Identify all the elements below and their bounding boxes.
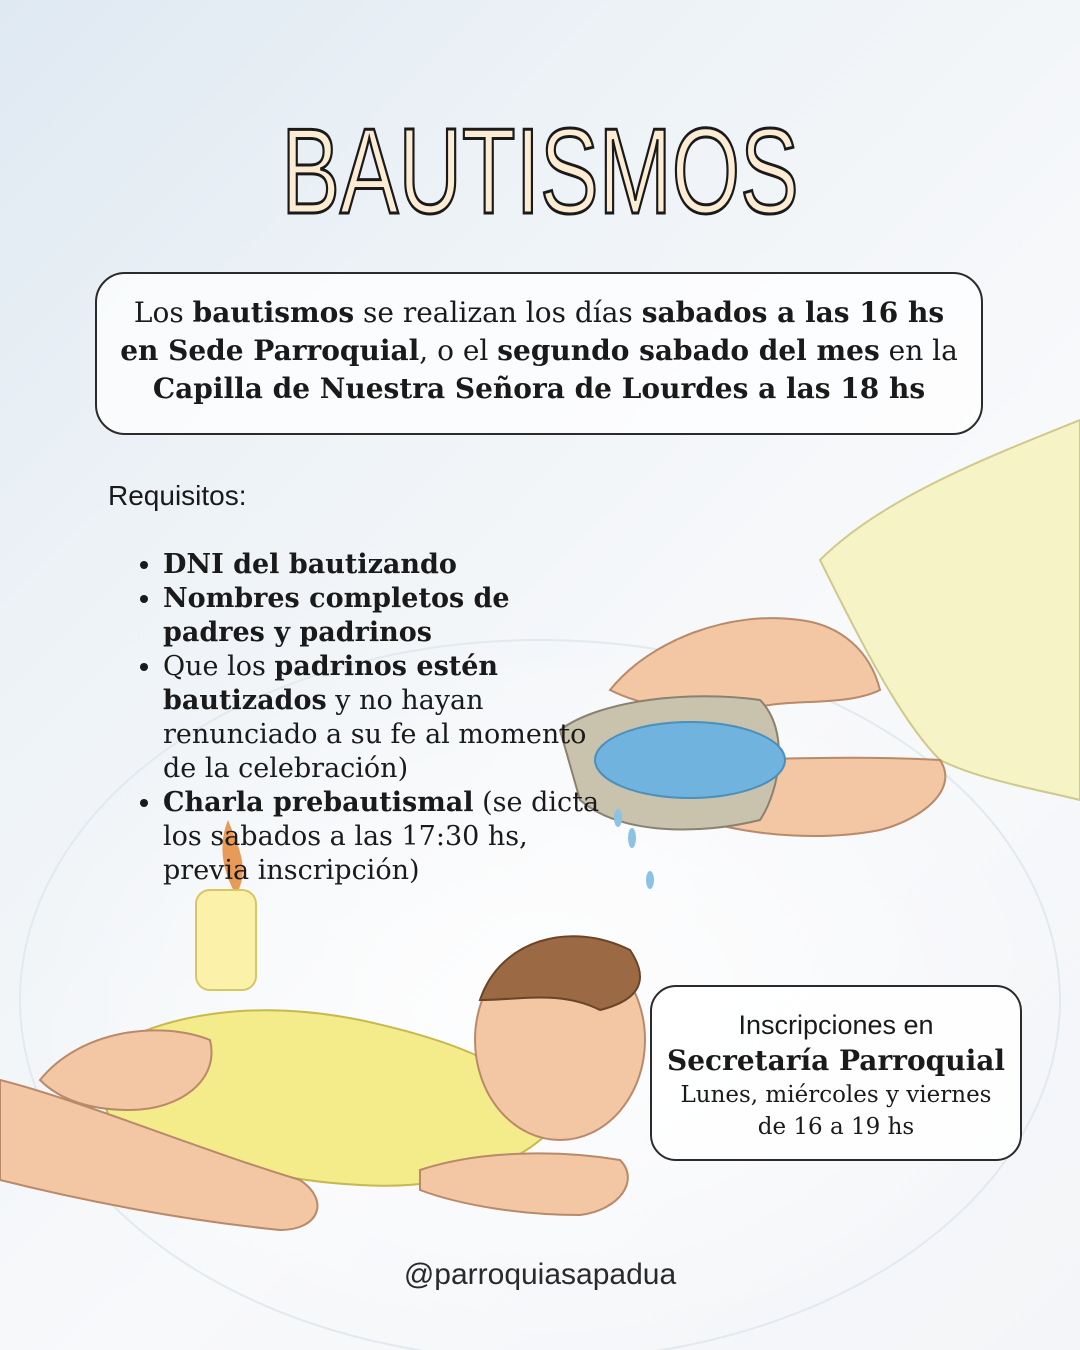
inscriptions-box xyxy=(650,985,1022,1161)
schedule-bold-3: segundo sabado del mes xyxy=(497,334,880,367)
inscriptions-days: Lunes, miércoles y viernes xyxy=(680,1082,992,1108)
social-handle: @parroquiasapadua xyxy=(403,1258,677,1291)
requirement-3-pre: Que los xyxy=(163,651,275,682)
schedule-box xyxy=(95,272,983,435)
schedule-text-3: , o el xyxy=(419,334,498,367)
requirement-2: Nombres completos de padres y padrinos xyxy=(163,583,510,648)
priest-hand-top xyxy=(610,618,880,710)
schedule-text-1: Los xyxy=(133,296,193,329)
schedule-bold-4: Capilla de Nuestra Señora de Lourdes a las 18 hs xyxy=(152,372,926,405)
requirements-title: Requisitos: xyxy=(108,480,247,511)
requirement-3-bold: padrinos estén bautizados xyxy=(163,651,499,716)
schedule-text-4: en la xyxy=(879,334,958,367)
requirement-4-bold: Charla prebautismal xyxy=(163,787,474,818)
list-item xyxy=(163,786,603,888)
schedule-bold-1: bautismos xyxy=(192,296,355,329)
requirement-3-post: y no hayan renunciado a su fe al momento de la celebración) xyxy=(163,685,587,784)
page-title: BAUTISMOS xyxy=(281,103,799,239)
list-item xyxy=(163,650,603,786)
requirements-list xyxy=(136,548,603,888)
list-item xyxy=(163,548,603,582)
requirement-1: DNI del bautizando xyxy=(163,549,457,580)
inscriptions-office: Secretaría Parroquial xyxy=(667,1044,1005,1077)
schedule-text-2: se realizan los días xyxy=(354,296,642,329)
inscriptions-line-1: Inscripciones en xyxy=(738,1010,934,1040)
schedule-bold-2: sabados a las 16 hs en Sede Parroquial xyxy=(120,296,945,367)
list-item xyxy=(163,582,603,650)
water xyxy=(595,722,785,798)
inscriptions-hours: de 16 a 19 hs xyxy=(757,1114,915,1140)
requirement-4-post: (se dicta los sabados a las 17:30 hs, previa inscripción) xyxy=(163,787,600,886)
candle xyxy=(196,890,256,990)
